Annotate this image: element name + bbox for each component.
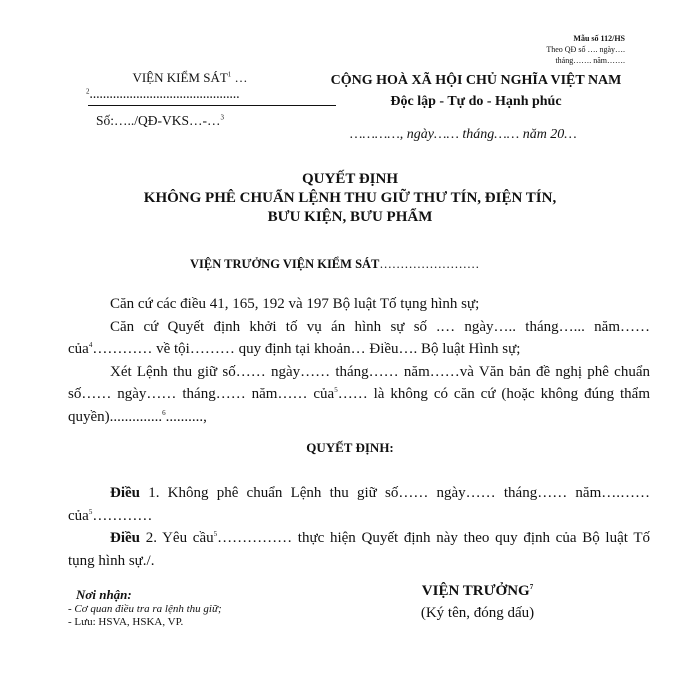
sub-agency-dots: ……………………………………… — [89, 90, 240, 101]
agency-footnote: 1 — [227, 70, 232, 79]
national-header — [318, 70, 634, 112]
issuer-line — [190, 257, 479, 272]
ground-2-tail: ………… về tội……… quy định tại khoản… Điều…. Bộ luật Hình sự; — [92, 341, 521, 357]
article-1-label: Điều — [110, 485, 140, 501]
title-line-3: BƯU KIỆN, BƯU PHẨM — [267, 209, 433, 225]
article-1-tail: ………… — [92, 507, 153, 524]
place-date-line: …………, ngày…… tháng…… năm 20… — [350, 127, 577, 142]
ground-3-footnote-a: 5 — [334, 386, 338, 394]
signature-block — [395, 580, 560, 624]
article-1-text: 1. Không phê chuẩn Lệnh thu giữ số…… ngày…… tháng…… năm….…… của — [68, 485, 650, 524]
agency-tail: … — [231, 70, 248, 85]
recipients-block — [68, 588, 222, 629]
recipient-item: - Lưu: HSVA, HSKA, VP. — [68, 616, 184, 628]
article-2-text: 2. Yêu cầu — [140, 530, 214, 546]
sub-agency-line — [86, 87, 240, 101]
form-code — [546, 33, 625, 66]
sub-agency-footnote: 2 — [86, 87, 90, 96]
ground-2-text: Căn cứ Quyết định khởi tố vụ án hình sự số .… ngày….. tháng…... năm…… của — [68, 318, 650, 357]
grounds-section — [68, 293, 650, 428]
article-1 — [68, 482, 650, 527]
article-2-label: Điều — [110, 530, 140, 546]
ground-3-middle: …… là không có căn cứ (hoặc không đúng thẩm quyền).............. — [68, 386, 650, 425]
ground-paragraph-1: Căn cứ các điều 41, 165, 192 và 197 Bộ luật Tố tụng hình sự; — [110, 296, 480, 312]
ground-3-text: Xét Lệnh thu giữ số…… ngày…… tháng…… năm……và Văn bản đề nghị phê chuẩn số…… ngày…… tháng…… năm…… của — [68, 363, 650, 402]
article-1-footnote: 5 — [88, 507, 93, 516]
signer-footnote: 7 — [529, 583, 534, 591]
sign-instruction: (Ký tên, đóng dấu) — [420, 605, 535, 621]
issuer-dots: …………………… — [379, 257, 480, 271]
title-line-2: KHÔNG PHÊ CHUẨN LỆNH THU GIỮ THƯ TÍN, ĐIỆN TÍN, — [143, 190, 557, 206]
form-code-number: Mẫu số 112/HS — [573, 34, 625, 43]
article-2-footnote: 5 — [213, 530, 218, 538]
ground-3-footnote-b: 6 — [162, 408, 166, 417]
national-motto: Độc lập - Tự do - Hạnh phúc — [390, 94, 562, 109]
header-divider — [88, 105, 336, 106]
articles-section — [68, 482, 650, 572]
agency-label: VIỆN KIỂM SÁT — [132, 70, 228, 85]
signer-title-line — [395, 580, 560, 602]
document-number — [96, 113, 224, 129]
agency-name — [82, 70, 298, 86]
article-2 — [68, 527, 650, 572]
article-2-tail: …………… thực hiện Quyết định này theo quy định của Bộ luật Tố tụng hình sự./. — [68, 530, 650, 569]
recipients-heading: Nơi nhận: — [76, 587, 132, 602]
ground-paragraph-2 — [68, 316, 650, 361]
issuer-label: VIỆN TRƯỞNG VIỆN KIỂM SÁT — [190, 257, 380, 271]
form-code-decision: Theo QĐ số …. ngày…. — [546, 45, 625, 54]
country-name: CỘNG HOÀ XÃ HỘI CHỦ NGHĨA VIỆT NAM — [330, 73, 622, 88]
recipient-item: - Cơ quan điều tra ra lệnh thu giữ; — [68, 603, 222, 615]
document-number-text: Số:…../QĐ-VKS…-… — [96, 113, 221, 128]
ground-3-tail: .........., — [165, 408, 207, 425]
decision-heading: QUYẾT ĐỊNH: — [306, 440, 394, 455]
document-number-footnote: 3 — [220, 113, 225, 122]
signer-title: VIỆN TRƯỞNG — [421, 583, 530, 599]
form-code-date: tháng……. năm……. — [555, 56, 625, 65]
document-title — [60, 170, 640, 227]
ground-2-footnote: 4 — [88, 341, 93, 349]
title-line-1: QUYẾT ĐỊNH — [302, 171, 398, 187]
ground-paragraph-3 — [68, 361, 650, 429]
